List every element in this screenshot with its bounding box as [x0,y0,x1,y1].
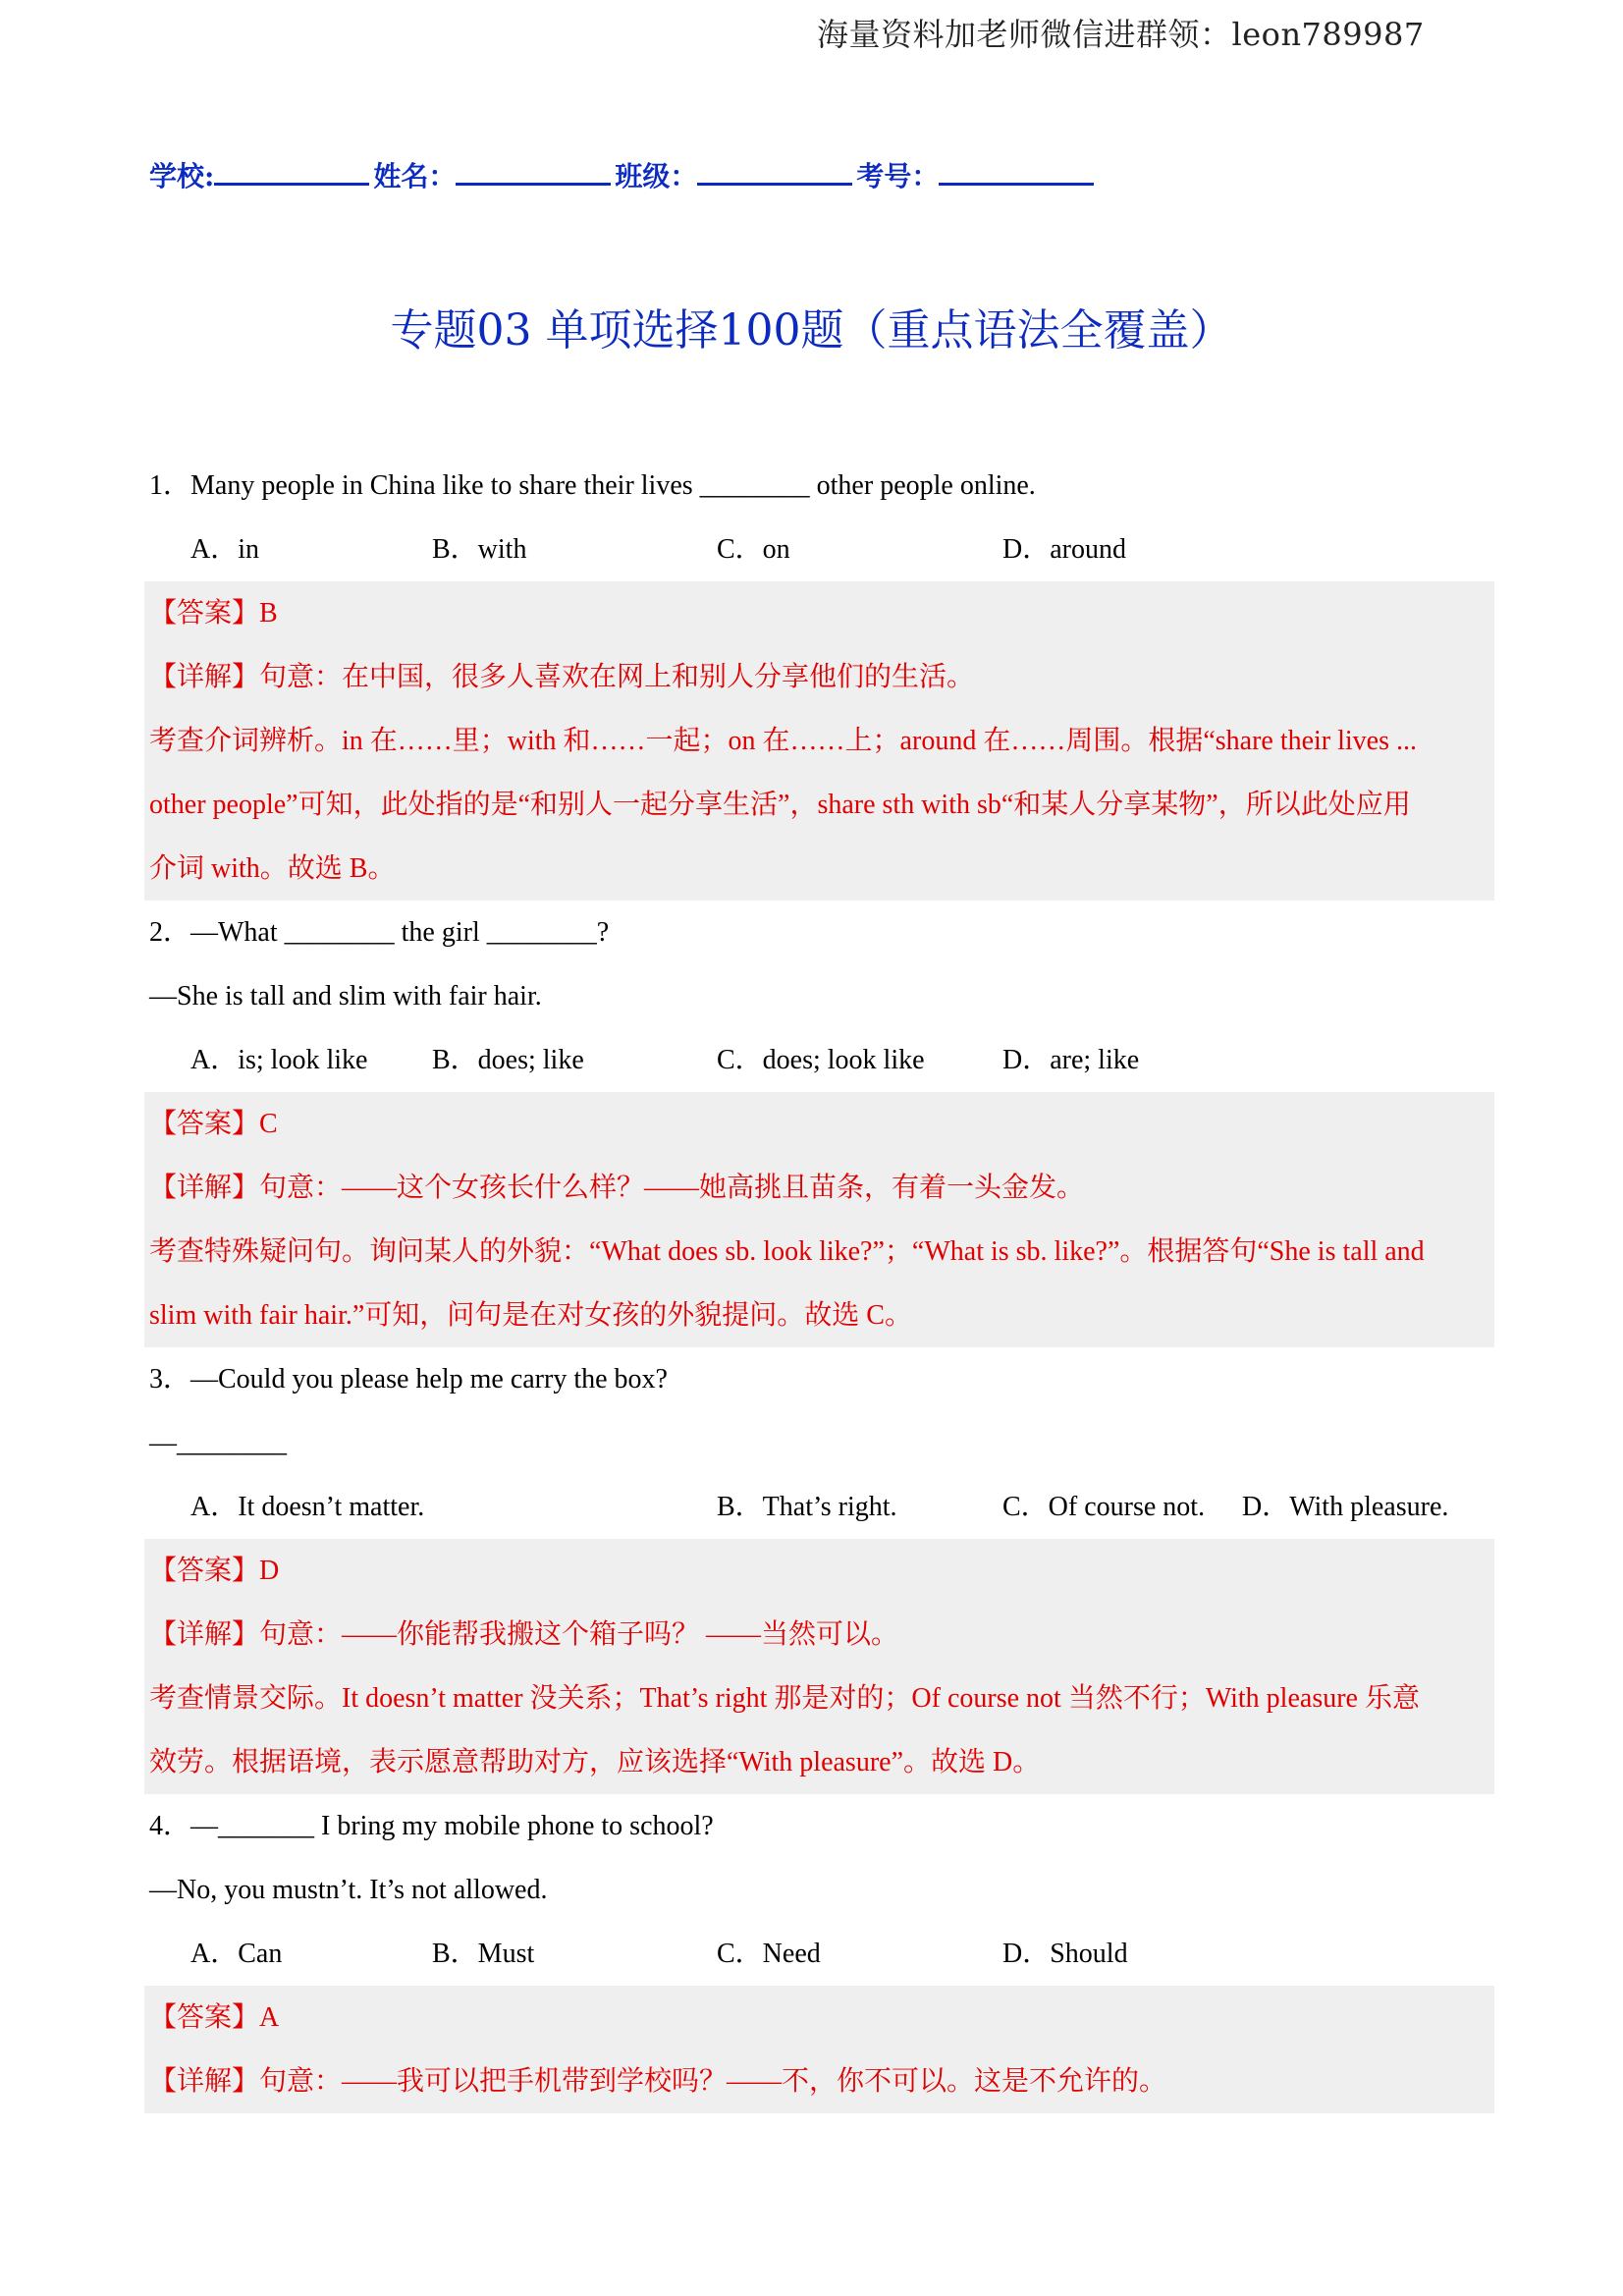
answer-label: 【答案】C [149,1109,278,1139]
question-item [149,901,1485,1347]
option-d: D．With pleasure. [1242,1492,1449,1522]
answer-box [144,1539,1494,1794]
explanation-line: slim with fair hair.”可知，问句是在对女孩的外貌提问。故选 C。 [149,1300,912,1331]
question-list [149,454,1485,2113]
answer-box [144,581,1494,901]
option-b: B．does; like [432,1045,584,1075]
option-c: C．Of course not. [1002,1492,1206,1522]
option-c: C．on [717,534,790,565]
explanation-line: 【详解】句意：——你能帮我搬这个箱子吗？ ——当然可以。 [149,1619,899,1650]
options-row [149,518,1485,581]
option-a: A．in [190,534,260,565]
option-b: B．with [432,534,527,565]
name-label: 姓名： [373,160,457,192]
question-item [149,1347,1485,1794]
student-info-row [149,155,1098,194]
question-stem: 1．Many people in China like to share their lives ________ other people online. [149,470,1036,501]
name-blank [456,155,611,186]
watermark-text: 海量资料加老师微信进群领：leon789987 [817,16,1425,53]
exam-no-blank [939,155,1094,186]
answer-box [144,1092,1494,1347]
exam-no-label: 考号： [856,160,940,192]
question-response: —________ [149,1428,287,1458]
explanation-line: 效劳。根据语境，表示愿意帮助对方，应该选择“With pleasure”。故选 D。 [149,1747,1041,1777]
options-row [149,1475,1485,1539]
class-blank [697,155,852,186]
explanation-line: 考查介词辨析。in 在……里；with 和……一起；on 在……上；around 在……周围。根据“share their lives ... [149,726,1418,756]
answer-label: 【答案】A [149,2002,280,2033]
question-stem: 4．—_______ I bring my mobile phone to school? [149,1811,714,1841]
option-b: B．Must [432,1939,535,1969]
class-label: 班级： [615,160,698,192]
explanation-line: 介词 with。故选 B。 [149,853,396,884]
question-stem: 2．—What ________ the girl ________? [149,917,610,948]
explanation-line: 【详解】句意：在中国，很多人喜欢在网上和别人分享他们的生活。 [149,662,975,692]
option-d: D．are; like [1002,1045,1140,1075]
school-blank [214,155,369,186]
option-d: D．around [1002,534,1126,565]
question-response: —She is tall and slim with fair hair. [149,981,542,1011]
page-title: 专题03 单项选择100题（重点语法全覆盖） [390,305,1233,355]
option-b: B．That’s right. [717,1492,897,1522]
explanation-line: other people”可知，此处指的是“和别人一起分享生活”，share sth with sb“和某人分享某物”，所以此处应用 [149,790,1411,820]
explanation-line: 考查情景交际。It doesn’t matter 没关系；That’s right 那是对的；Of course not 当然不行；With pleasure 乐意 [149,1683,1420,1714]
option-d: D．Should [1002,1939,1128,1969]
answer-box [144,1986,1494,2113]
question-response: —No, you mustn’t. It’s not allowed. [149,1875,548,1905]
answer-label: 【答案】D [149,1556,280,1586]
options-row [149,1028,1485,1092]
question-stem: 3．—Could you please help me carry the box? [149,1364,668,1394]
question-item [149,1794,1485,2113]
option-a: A．is; look like [190,1045,368,1075]
answer-label: 【答案】B [149,598,278,629]
school-label: 学校: [149,160,215,192]
explanation-line: 【详解】句意：——我可以把手机带到学校吗？——不，你不可以。这是不允许的。 [149,2066,1167,2097]
option-a: A．Can [190,1939,283,1969]
option-c: C．Need [717,1939,821,1969]
question-item [149,454,1485,901]
options-row [149,1922,1485,1986]
explanation-line: 【详解】句意：——这个女孩长什么样？——她高挑且苗条，有着一头金发。 [149,1173,1085,1203]
option-a: A．It doesn’t matter. [190,1492,425,1522]
option-c: C．does; look like [717,1045,925,1075]
explanation-line: 考查特殊疑问句。询问某人的外貌：“What does sb. look like?”；“What is sb. like?”。根据答句“She is tall and [149,1236,1425,1267]
